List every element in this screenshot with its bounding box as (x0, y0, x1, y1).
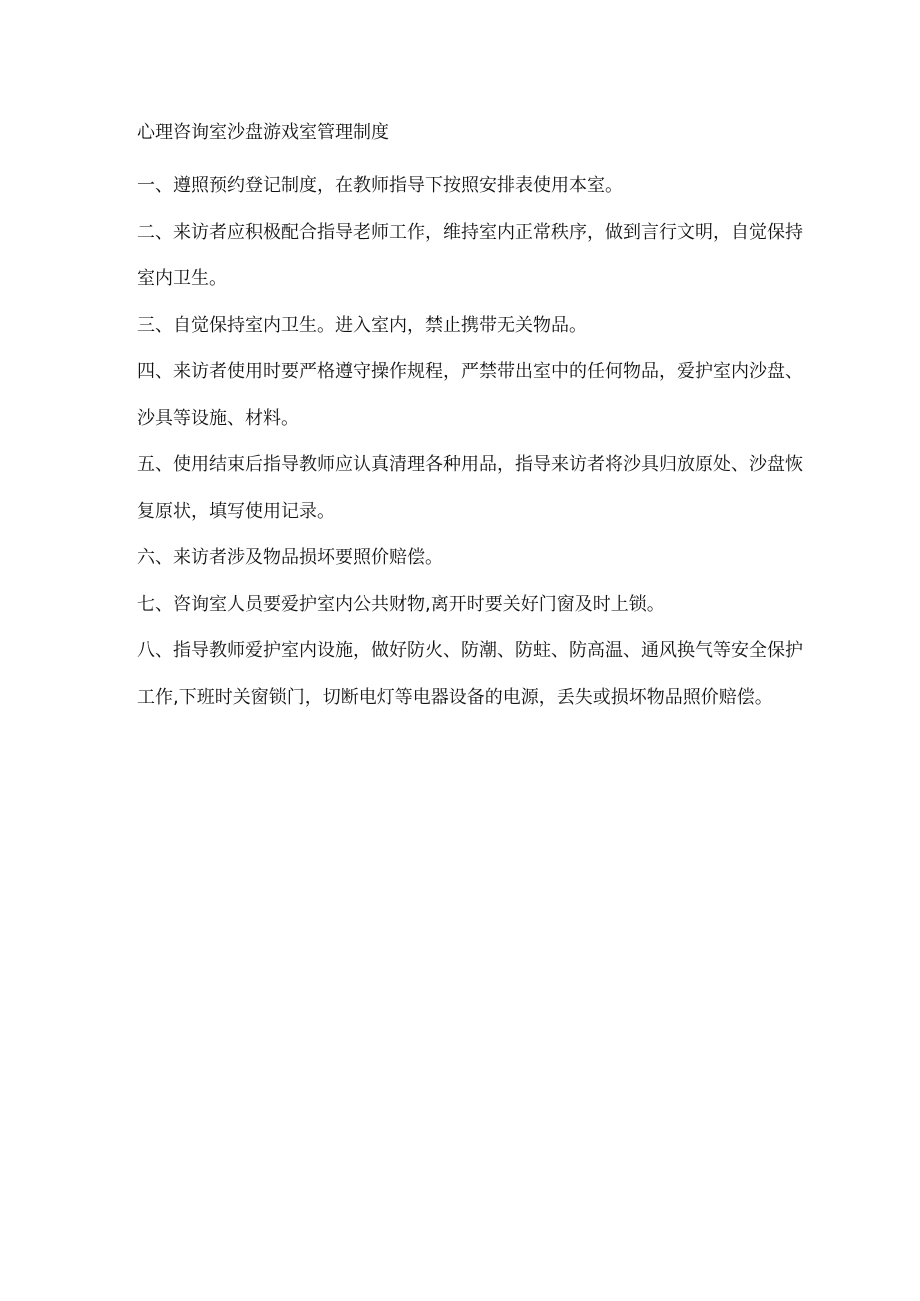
rule-item-1: 一、遵照预约登记制度，在教师指导下按照安排表使用本室。 (137, 175, 623, 196)
rule-item-2: 二、来访者应积极配合指导老师工作，维持室内正常秩序，做到言行文明，自觉保持室内卫生。 (137, 221, 803, 289)
document-body (137, 115, 807, 721)
rule-item-7: 七、咨询室人员要爱护室内公共财物,离开时要关好门窗及时上锁。 (137, 593, 665, 615)
rule-item-8: 八、指导教师爱护室内设施，做好防火、防潮、防蛀、防高温、通风换气等安全保护工作,下班时关窗锁门，切断电灯等电器设备的电源，丢失或损坏物品照价赔偿。 (137, 640, 803, 708)
rule-item-6: 六、来访者涉及物品损坏要照价赔偿。 (137, 547, 443, 568)
rule-item-4: 四、来访者使用时要严格遵守操作规程，严禁带出室中的任何物品，爱护室内沙盘、沙具等设施、材料。 (137, 361, 803, 429)
rule-item-3: 三、自觉保持室内卫生。进入室内，禁止携带无关物品。 (137, 314, 587, 336)
document-title: 心理咨询室沙盘游戏室管理制度 (137, 122, 389, 143)
rule-item-5: 五、使用结束后指导教师应认真清理各种用品，指导来访者将沙具归放原处、沙盘恢复原状，填写使用记录。 (137, 454, 803, 522)
